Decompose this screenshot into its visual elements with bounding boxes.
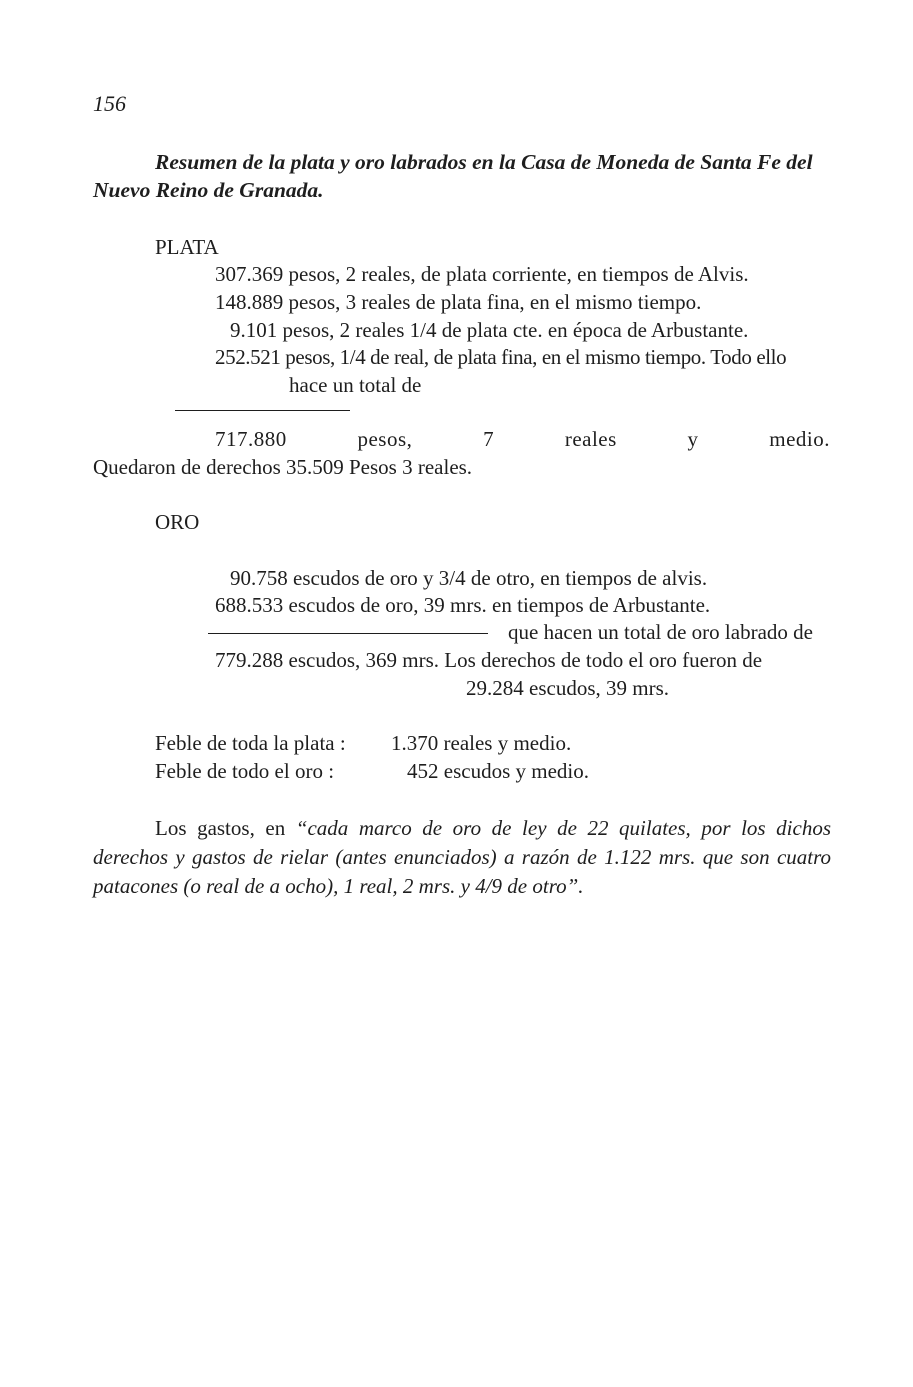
plata-line-5: hace un total de bbox=[289, 373, 422, 397]
oro-heading: ORO bbox=[155, 510, 200, 534]
plata-total-medio: medio. bbox=[769, 427, 830, 451]
plata-line-4: 252.521 pesos, 1/4 de real, de plata fina, en el mismo tiempo. Todo ello bbox=[215, 345, 787, 369]
title-text: Resumen de la plata y oro labrados en la Casa de Moneda de Santa Fe del Nuevo Reino de Granada. bbox=[93, 150, 813, 202]
oro-line-2: 688.533 escudos de oro, 39 mrs. en tiempos de Arbustante. bbox=[215, 593, 711, 617]
plata-total-reales-count: 7 bbox=[483, 427, 495, 451]
plata-line-2: 148.889 pesos, 3 reales de plata fina, en el mismo tiempo. bbox=[215, 290, 702, 314]
plata-total-amount: 717.880 bbox=[215, 427, 287, 451]
plata-line-1: 307.369 pesos, 2 reales, de plata corriente, en tiempos de Alvis. bbox=[215, 262, 749, 286]
plata-sum-rule bbox=[175, 410, 350, 411]
oro-derechos: 29.284 escudos, 39 mrs. bbox=[466, 676, 669, 700]
plata-total-y: y bbox=[687, 427, 699, 451]
plata-derechos: Quedaron de derechos 35.509 Pesos 3 reales. bbox=[93, 455, 473, 479]
plata-heading: PLATA bbox=[155, 235, 219, 259]
oro-line-1: 90.758 escudos de oro y 3/4 de otro, en tiempos de alvis. bbox=[230, 566, 708, 590]
page-title bbox=[93, 148, 833, 204]
oro-sum-rule bbox=[208, 633, 488, 634]
feble-oro-label: Feble de todo el oro : bbox=[155, 759, 335, 783]
feble-oro-value: 452 escudos y medio. bbox=[407, 759, 589, 783]
plata-total-reales: reales bbox=[564, 427, 617, 451]
plata-total bbox=[215, 427, 830, 452]
gastos-paragraph bbox=[93, 814, 831, 901]
feble-plata-label: Feble de toda la plata : bbox=[155, 731, 346, 755]
feble-plata-value: 1.370 reales y medio. bbox=[391, 731, 572, 755]
oro-total-intro: que hacen un total de oro labrado de bbox=[508, 620, 813, 644]
gastos-lead: Los gastos, en bbox=[155, 816, 296, 840]
gastos-quote: “cada marco de oro de ley de 22 quilates, por los dichos derechos y gastos de rielar (antes enunciados) a razón de 1.122 mrs. que son cuatro patacones (o real de a ocho), 1 real, 2 mrs. y 4/9 de otro”. bbox=[93, 816, 831, 898]
plata-line-3: 9.101 pesos, 2 reales 1/4 de plata cte. en época de Arbustante. bbox=[230, 318, 749, 342]
oro-total-line: 779.288 escudos, 369 mrs. Los derechos de todo el oro fueron de bbox=[215, 648, 763, 672]
plata-total-unit: pesos, bbox=[357, 427, 413, 451]
page-number: 156 bbox=[93, 91, 126, 116]
